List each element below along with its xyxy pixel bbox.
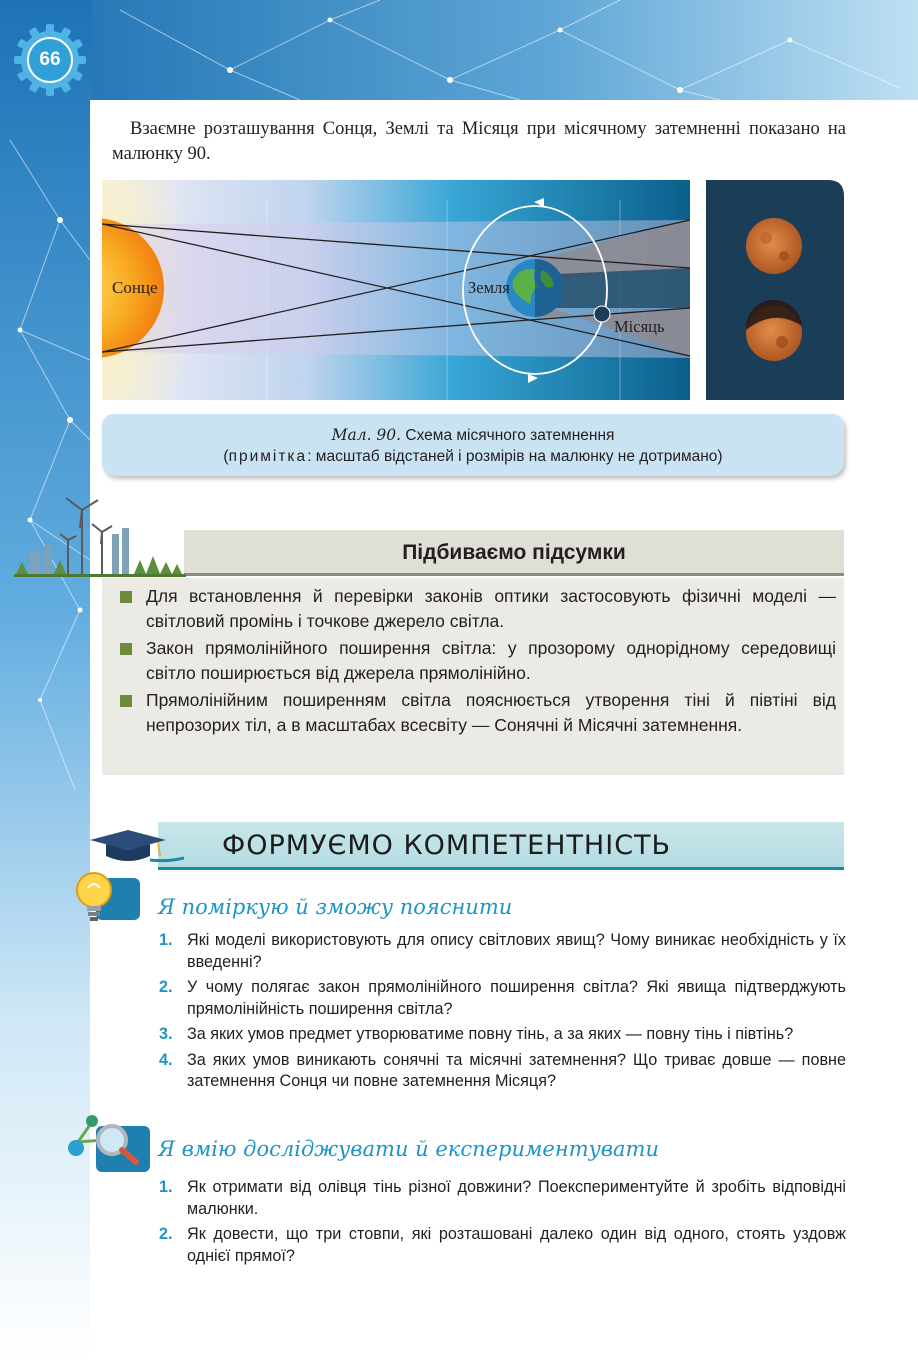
caption-note-open: (: [223, 448, 229, 465]
earth-label: Земля: [468, 278, 510, 297]
section1-questions: [158, 930, 846, 1097]
question-text: Як отримати від олівця тінь різної довжини? Поекспериментуйте й зробіть відповідні малюнки.: [187, 1178, 846, 1218]
question-item: [158, 930, 846, 973]
square-bullet-icon: [120, 591, 132, 603]
section2-questions: [158, 1177, 846, 1271]
question-item: [158, 1177, 846, 1220]
summary-item-text: Закон прямолінійного поширення світла: у прозорому однорідному середовищі світло поширюється від джерела прямолінійно.: [146, 638, 836, 683]
summary-item: [118, 688, 836, 737]
summary-box: [102, 578, 844, 775]
question-item: [158, 1224, 846, 1267]
caption-note-text: : масштаб відстаней і розмірів на малюнку не дотримано): [307, 448, 723, 465]
lunar-eclipse-diagram: [102, 180, 844, 402]
section1-title: Я поміркую й зможу пояснити: [158, 895, 513, 919]
competence-title: ФОРМУЄМО КОМПЕТЕНТНІСТЬ: [222, 830, 672, 861]
summary-item-text: Для встановлення й перевірки законів оптики застосовують фізичні моделі — світловий промінь і точкове джерело світла.: [146, 586, 836, 631]
square-bullet-icon: [120, 695, 132, 707]
moon-icon: [594, 306, 610, 322]
square-bullet-icon: [120, 643, 132, 655]
wind-turbine-city-icon: [14, 490, 186, 580]
question-text: За яких умов предмет утворюватиме повну тінь, а за яких — повну тінь і півтінь?: [187, 1025, 794, 1043]
summary-item: [118, 584, 836, 633]
competence-header: [158, 822, 844, 870]
graduation-cap-icon: [88, 826, 184, 866]
summary-header: [184, 530, 844, 576]
eclipse-photo-panel: [706, 180, 844, 400]
moon-label: Місяць: [614, 317, 665, 336]
question-number: 1.: [159, 1178, 173, 1196]
question-number: 4.: [159, 1050, 173, 1069]
question-item: [158, 1050, 846, 1093]
lightbulb-icon: [74, 868, 140, 930]
question-number: 3.: [159, 1025, 173, 1043]
caption-label: Мал. 90.: [331, 426, 402, 444]
caption-note-word: примітка: [228, 448, 308, 465]
question-number: 2.: [159, 1225, 173, 1243]
question-number: 1.: [159, 931, 173, 949]
summary-title: Підбиваємо підсумки: [402, 541, 626, 564]
summary-list: [118, 584, 836, 740]
summary-item: [118, 636, 836, 685]
question-text: Які моделі використовують для опису світлових явищ? Чому виникає необхідність у їх введенні?: [187, 931, 846, 971]
question-number: 2.: [159, 978, 173, 996]
magnifier-molecule-icon: [66, 1112, 152, 1174]
question-text: За яких умов виникають сонячні та місячні затемнення? Що триває довше — повне затемнення Сонця чи повне затемнення Місяця?: [187, 1050, 846, 1090]
earth-icon: [506, 259, 564, 317]
figure-caption: [102, 414, 844, 476]
intro-paragraph: Взаємне розташування Сонця, Землі та Місяця при місячному затемненні показано на малюнку 90.: [112, 119, 846, 164]
summary-item-text: Прямолінійним поширенням світла пояснюється утворення тіні й півтіні від непрозорих тіл, а в масштабах всесвіту — Сонячні й Місячні затемнення.: [146, 690, 836, 735]
page-number: 66: [39, 49, 61, 70]
caption-title: Схема місячного затемнення: [405, 427, 615, 444]
question-text: У чому полягає закон прямолінійного поширення світла? Які явища підтверджують прямолінійність поширення світла?: [187, 978, 846, 1018]
sun-label: Сонце: [112, 278, 158, 297]
question-text: Як довести, що три стовпи, які розташовані далеко один від одного, стоять уздовж однієї прямої?: [187, 1225, 846, 1265]
question-item: [158, 1024, 846, 1046]
section2-title: Я вмію досліджувати й експериментувати: [158, 1137, 659, 1161]
question-item: [158, 977, 846, 1020]
